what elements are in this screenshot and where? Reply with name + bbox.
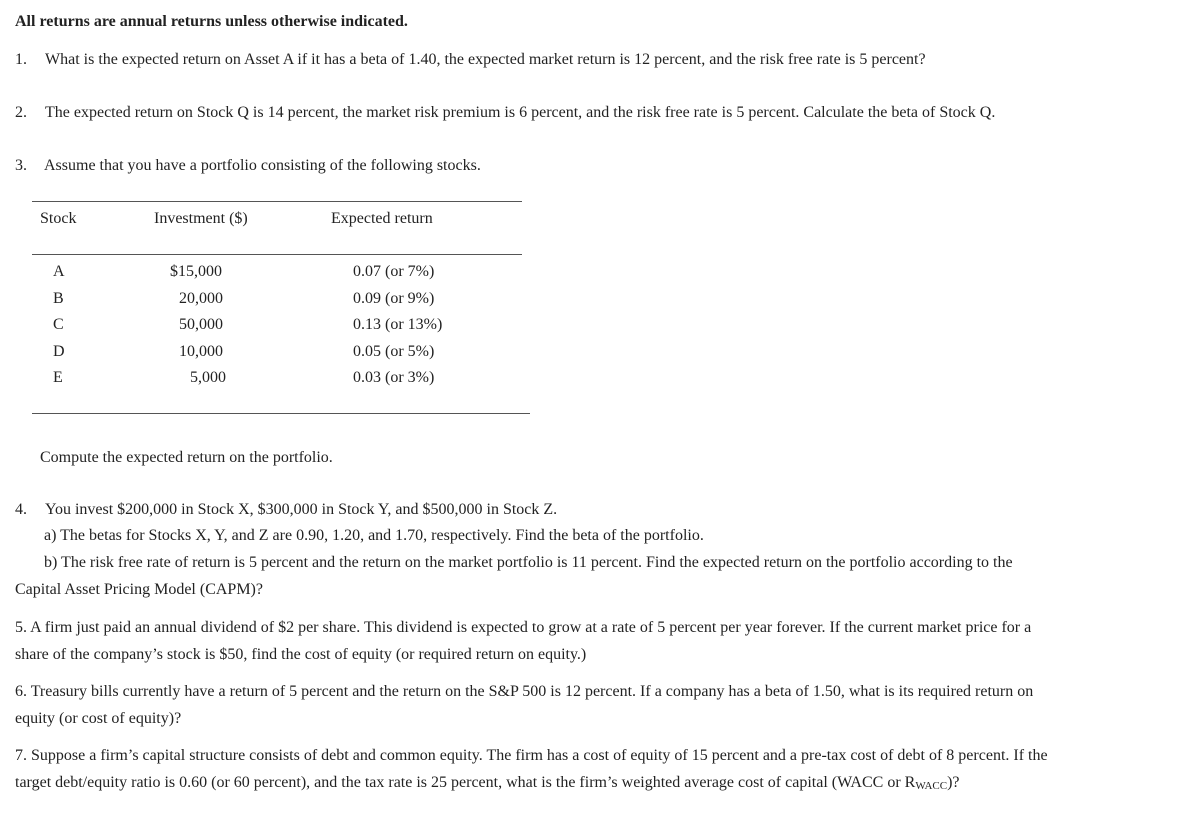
table-cell-stock: A [53, 263, 65, 280]
question-4a: a) The betas for Stocks X, Y, and Z are 0.90, 1.20, and 1.70, respectively. Find the beta of the portfolio. [44, 527, 704, 544]
question-2-number: 2. [15, 104, 27, 121]
question-4-text: You invest $200,000 in Stock X, $300,000 in Stock Y, and $500,000 in Stock Z. [45, 501, 558, 518]
question-7-line-2-end: )? [947, 774, 960, 791]
table-cell-investment: $15,000 [170, 263, 222, 280]
question-1-number: 1. [15, 51, 27, 68]
question-3-text: Assume that you have a portfolio consisting of the following stocks. [44, 157, 481, 174]
question-4 [15, 500, 557, 520]
table-header-investment: Investment ($) [154, 210, 248, 227]
table-cell-expected-return: 0.05 (or 5%) [353, 343, 435, 360]
question-7-line-2-text: target debt/equity ratio is 0.60 (or 60 percent), and the tax rate is 25 percent, what is the firm’s weighted average cost of capital (WACC or R [15, 774, 916, 791]
question-4b-line-1: b) The risk free rate of return is 5 percent and the return on the market portfolio is 11 percent. Find the expected return on the portfolio according to the [44, 554, 1013, 571]
question-3-number: 3. [15, 157, 27, 174]
table-cell-stock: C [53, 316, 64, 333]
table-cell-investment: 20,000 [179, 290, 223, 307]
table-cell-investment: 10,000 [179, 343, 223, 360]
wacc-subscript: WACC [915, 780, 948, 792]
table-cell-expected-return: 0.03 (or 3%) [353, 369, 435, 386]
table-cell-stock: D [53, 343, 65, 360]
table-cell-stock: E [53, 369, 63, 386]
table-cell-expected-return: 0.09 (or 9%) [353, 290, 435, 307]
table-cell-investment: 50,000 [179, 316, 223, 333]
question-4b-line-2: Capital Asset Pricing Model (CAPM)? [15, 581, 263, 598]
table-header-stock: Stock [40, 210, 77, 227]
table-cell-expected-return: 0.13 (or 13%) [353, 316, 443, 333]
table-cell-investment: 5,000 [190, 369, 226, 386]
table-header-rule [32, 254, 522, 255]
question-7-line-2 [15, 773, 960, 796]
question-6-line-1: 6. Treasury bills currently have a return of 5 percent and the return on the S&P 500 is 12 percent. If a company has a beta of 1.50, what is its required return on [15, 683, 1034, 700]
question-3 [15, 156, 481, 176]
question-5-line-2: share of the company’s stock is $50, find the cost of equity (or required return on equity.) [15, 646, 587, 663]
question-4-number: 4. [15, 501, 27, 518]
question-2-text: The expected return on Stock Q is 14 percent, the market risk premium is 6 percent, and the risk free rate is 5 percent. Calculate the beta of Stock Q. [45, 104, 996, 121]
question-1-text: What is the expected return on Asset A if it has a beta of 1.40, the expected market return is 12 percent, and the risk free rate is 5 percent? [45, 51, 926, 68]
question-2 [15, 103, 995, 123]
table-cell-expected-return: 0.07 (or 7%) [353, 263, 435, 280]
table-header-expected-return: Expected return [331, 210, 433, 227]
question-5-line-1: 5. A firm just paid an annual dividend of $2 per share. This dividend is expected to grow at a rate of 5 percent per year forever. If the current market price for a [15, 619, 1032, 636]
question-3-followup: Compute the expected return on the portfolio. [40, 449, 333, 466]
question-1 [15, 50, 926, 70]
question-6-line-2: equity (or cost of equity)? [15, 710, 182, 727]
table-top-rule [32, 201, 522, 202]
table-cell-stock: B [53, 290, 64, 307]
table-bottom-rule [32, 413, 530, 414]
page-heading: All returns are annual returns unless otherwise indicated. [15, 13, 408, 30]
question-7-line-1: 7. Suppose a firm’s capital structure consists of debt and common equity. The firm has a cost of equity of 15 percent and a pre-tax cost of debt of 8 percent. If the [15, 747, 1048, 764]
